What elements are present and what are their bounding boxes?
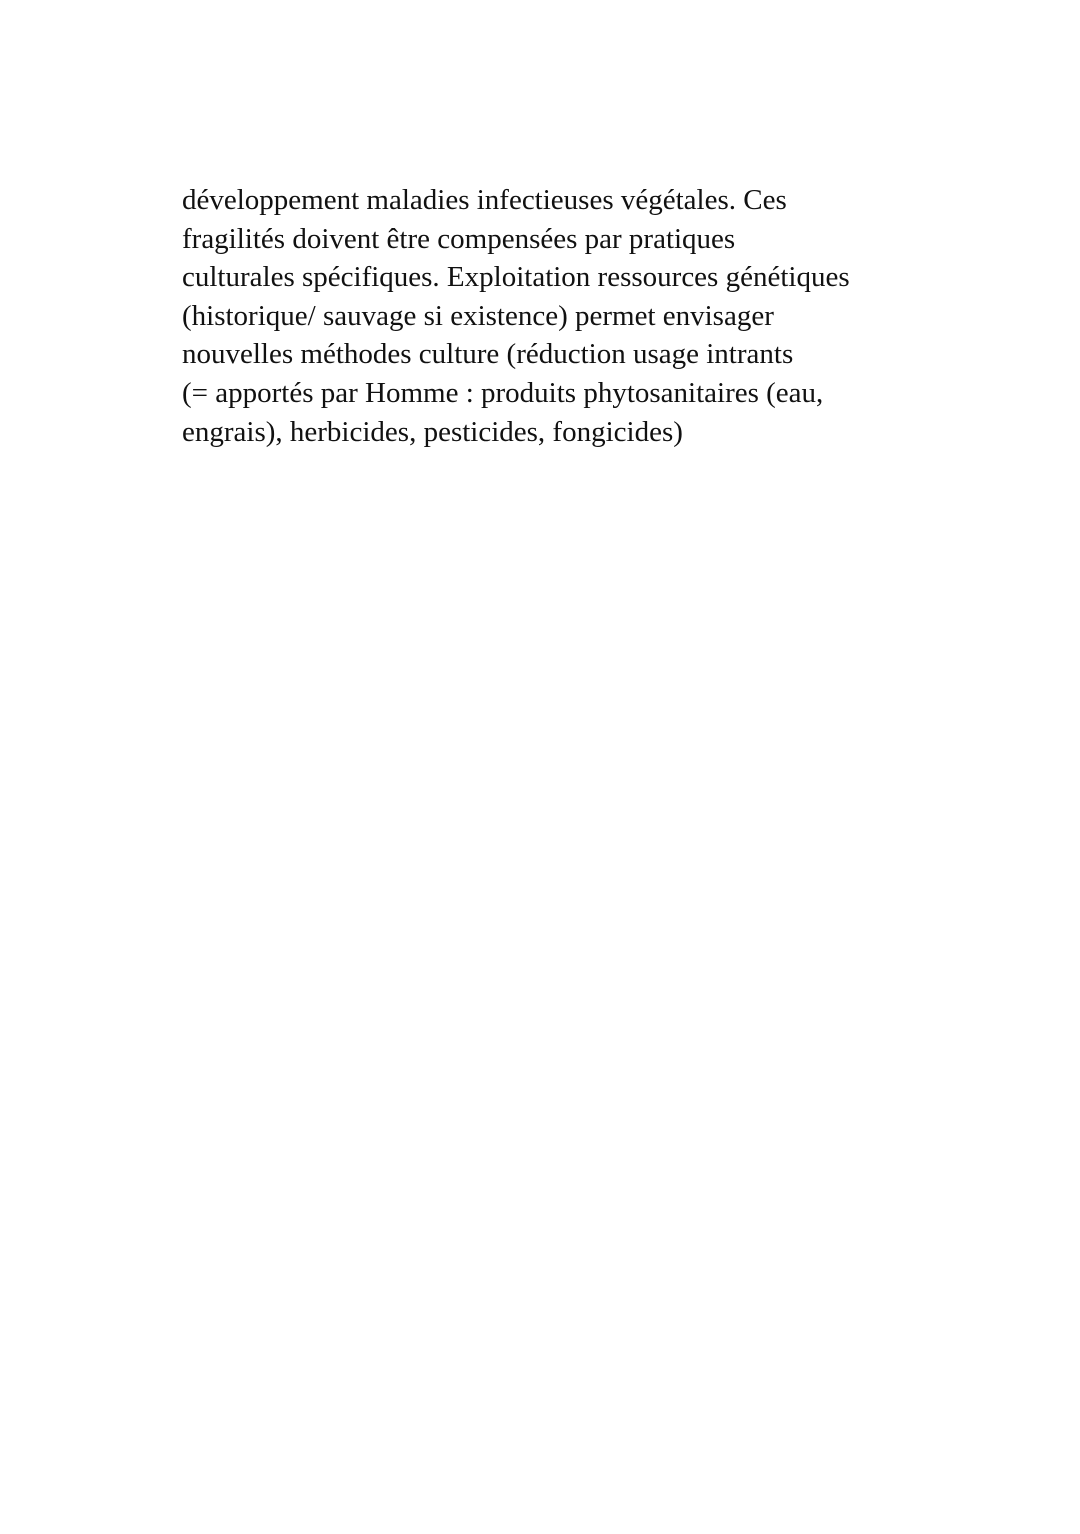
- text-line-2: fragilités doivent être compensées par pratiques: [182, 222, 736, 255]
- text-line-4: (historique/ sauvage si existence) permet envisager: [182, 299, 774, 332]
- text-line-7: engrais), herbicides, pesticides, fongicides): [182, 415, 683, 448]
- text-line-1: développement maladies infectieuses végétales. Ces: [182, 184, 787, 216]
- body-paragraph: [182, 181, 942, 451]
- text-line-6: (= apportés par Homme : produits phytosanitaires (eau,: [182, 376, 824, 409]
- text-line-3: culturales spécifiques. Exploitation ressources génétiques: [182, 261, 850, 294]
- text-line-5: nouvelles méthodes culture (réduction usage intrants: [182, 338, 794, 371]
